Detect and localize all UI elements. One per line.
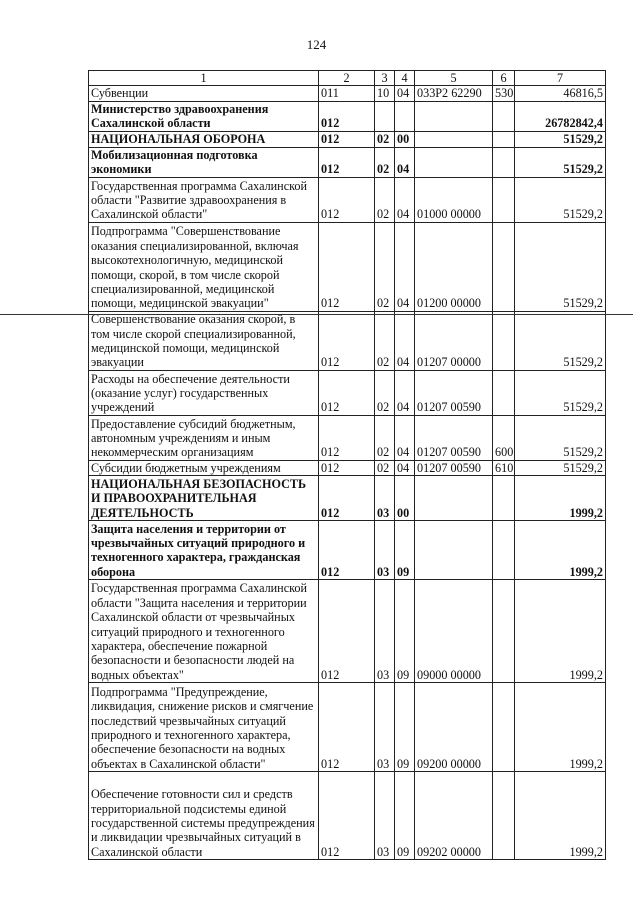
row-name-cell: Расходы на обеспечение деятельности (оказание услуг) государственных учреждений bbox=[89, 370, 319, 415]
ved-code-cell: 012 bbox=[319, 521, 375, 580]
ved-code-cell: 012 bbox=[319, 370, 375, 415]
table-row bbox=[89, 101, 606, 131]
expense-type-cell bbox=[493, 370, 515, 415]
ved-code-cell: 012 bbox=[319, 177, 375, 222]
expense-type-cell: 600 bbox=[493, 415, 515, 460]
table-row bbox=[89, 772, 606, 860]
header-cell: 1 bbox=[89, 71, 319, 86]
target-article-cell bbox=[415, 476, 493, 521]
section-code-cell: 02 bbox=[375, 370, 395, 415]
target-article-cell: 01207 00000 bbox=[415, 311, 493, 370]
row-name-cell: НАЦИОНАЛЬНАЯ ОБОРОНА bbox=[89, 131, 319, 147]
header-cell: 3 bbox=[375, 71, 395, 86]
row-name-cell: Совершенствование оказания скорой, в том числе скорой специализированной, медицинской помощи, медицинской эвакуации bbox=[89, 311, 319, 370]
ved-code-cell: 012 bbox=[319, 131, 375, 147]
section-code-cell: 02 bbox=[375, 147, 395, 177]
amount-cell: 46816,5 bbox=[515, 86, 606, 101]
expense-type-cell bbox=[493, 311, 515, 370]
expense-type-cell bbox=[493, 772, 515, 860]
target-article-cell: 01207 00590 bbox=[415, 460, 493, 475]
target-article-cell bbox=[415, 521, 493, 580]
ved-code-cell: 012 bbox=[319, 476, 375, 521]
section-code-cell: 02 bbox=[375, 311, 395, 370]
row-name-cell: НАЦИОНАЛЬНАЯ БЕЗОПАСНОСТЬ И ПРАВООХРАНИТЕЛЬНАЯ ДЕЯТЕЛЬНОСТЬ bbox=[89, 476, 319, 521]
header-cell: 4 bbox=[395, 71, 415, 86]
expense-type-cell bbox=[493, 580, 515, 683]
amount-cell: 51529,2 bbox=[515, 131, 606, 147]
table-row bbox=[89, 147, 606, 177]
ved-code-cell: 011 bbox=[319, 86, 375, 101]
row-name-cell: Государственная программа Сахалинской области "Развитие здравоохранения в Сахалинской области" bbox=[89, 177, 319, 222]
expense-type-cell bbox=[493, 222, 515, 311]
expense-type-cell bbox=[493, 177, 515, 222]
header-cell: 6 bbox=[493, 71, 515, 86]
expense-type-cell bbox=[493, 476, 515, 521]
target-article-cell: 01000 00000 bbox=[415, 177, 493, 222]
target-article-cell bbox=[415, 131, 493, 147]
row-name-cell: Государственная программа Сахалинской области "Защита населения и территории Сахалинской области от чрезвычайных ситуаций природного и техногенного характера, обеспечение пожарной безопасности и безопасности людей на водных объектах" bbox=[89, 580, 319, 683]
ved-code-cell: 012 bbox=[319, 147, 375, 177]
subsection-code-cell bbox=[395, 101, 415, 131]
row-name-cell: Мобилизационная подготовка экономики bbox=[89, 147, 319, 177]
subsection-code-cell: 00 bbox=[395, 476, 415, 521]
expense-type-cell bbox=[493, 131, 515, 147]
row-name-cell: Министерство здравоохранения Сахалинской области bbox=[89, 101, 319, 131]
subsection-code-cell: 04 bbox=[395, 147, 415, 177]
row-name-cell: Субвенции bbox=[89, 86, 319, 101]
table-row bbox=[89, 460, 606, 475]
header-cell: 2 bbox=[319, 71, 375, 86]
section-code-cell: 02 bbox=[375, 177, 395, 222]
amount-cell: 1999,2 bbox=[515, 683, 606, 772]
expense-type-cell bbox=[493, 521, 515, 580]
subsection-code-cell: 04 bbox=[395, 370, 415, 415]
amount-cell: 51529,2 bbox=[515, 311, 606, 370]
scan-line-artifact bbox=[0, 314, 633, 315]
amount-cell: 51529,2 bbox=[515, 460, 606, 475]
expense-type-cell bbox=[493, 147, 515, 177]
subsection-code-cell: 09 bbox=[395, 580, 415, 683]
amount-cell: 1999,2 bbox=[515, 772, 606, 860]
section-code-cell: 02 bbox=[375, 222, 395, 311]
subsection-code-cell: 04 bbox=[395, 86, 415, 101]
row-name-cell: Защита населения и территории от чрезвычайных ситуаций природного и техногенного характера, гражданская оборона bbox=[89, 521, 319, 580]
table-row bbox=[89, 580, 606, 683]
row-name-cell: Предоставление субсидий бюджетным, автономным учреждениям и иным некоммерческим организациям bbox=[89, 415, 319, 460]
table-row bbox=[89, 311, 606, 370]
expense-type-cell: 530 bbox=[493, 86, 515, 101]
amount-cell: 26782842,4 bbox=[515, 101, 606, 131]
section-code-cell: 10 bbox=[375, 86, 395, 101]
section-code-cell: 02 bbox=[375, 131, 395, 147]
header-row bbox=[89, 71, 606, 86]
table-row bbox=[89, 222, 606, 311]
budget-table bbox=[88, 70, 606, 860]
subsection-code-cell: 04 bbox=[395, 460, 415, 475]
subsection-code-cell: 00 bbox=[395, 131, 415, 147]
expense-type-cell: 610 bbox=[493, 460, 515, 475]
ved-code-cell: 012 bbox=[319, 580, 375, 683]
amount-cell: 51529,2 bbox=[515, 222, 606, 311]
ved-code-cell: 012 bbox=[319, 222, 375, 311]
subsection-code-cell: 04 bbox=[395, 415, 415, 460]
target-article-cell: 01200 00000 bbox=[415, 222, 493, 311]
target-article-cell bbox=[415, 101, 493, 131]
amount-cell: 1999,2 bbox=[515, 521, 606, 580]
amount-cell: 1999,2 bbox=[515, 476, 606, 521]
ved-code-cell: 012 bbox=[319, 415, 375, 460]
amount-cell: 51529,2 bbox=[515, 370, 606, 415]
row-name-cell: Подпрограмма "Предупреждение, ликвидация, снижение рисков и смягчение последствий чрезвычайных ситуаций природного и техногенного характера, обеспечение безопасности на водных объектах в Сахалинской области" bbox=[89, 683, 319, 772]
table-row bbox=[89, 86, 606, 101]
section-code-cell bbox=[375, 101, 395, 131]
target-article-cell: 033P2 62290 bbox=[415, 86, 493, 101]
table-row bbox=[89, 521, 606, 580]
target-article-cell: 09000 00000 bbox=[415, 580, 493, 683]
row-name-cell: Подпрограмма "Совершенствование оказания специализированной, включая высокотехнологичную, медицинской помощи, скорой, в том числе скорой специализированной, медицинской помощи, медицинской эвакуации" bbox=[89, 222, 319, 311]
row-name-cell: Обеспечение готовности сил и средств территориальной подсистемы единой государственной системы предупреждения и ликвидации чрезвычайных ситуаций в Сахалинской области bbox=[89, 772, 319, 860]
row-name-cell: Субсидии бюджетным учреждениям bbox=[89, 460, 319, 475]
target-article-cell: 01207 00590 bbox=[415, 370, 493, 415]
section-code-cell: 03 bbox=[375, 521, 395, 580]
table-row bbox=[89, 177, 606, 222]
expense-type-cell bbox=[493, 101, 515, 131]
subsection-code-cell: 09 bbox=[395, 521, 415, 580]
section-code-cell: 02 bbox=[375, 415, 395, 460]
ved-code-cell: 012 bbox=[319, 311, 375, 370]
amount-cell: 51529,2 bbox=[515, 177, 606, 222]
header-cell: 7 bbox=[515, 71, 606, 86]
amount-cell: 1999,2 bbox=[515, 580, 606, 683]
header-cell: 5 bbox=[415, 71, 493, 86]
target-article-cell: 09202 00000 bbox=[415, 772, 493, 860]
ved-code-cell: 012 bbox=[319, 683, 375, 772]
section-code-cell: 03 bbox=[375, 476, 395, 521]
amount-cell: 51529,2 bbox=[515, 147, 606, 177]
amount-cell: 51529,2 bbox=[515, 415, 606, 460]
section-code-cell: 03 bbox=[375, 772, 395, 860]
subsection-code-cell: 09 bbox=[395, 772, 415, 860]
subsection-code-cell: 04 bbox=[395, 311, 415, 370]
ved-code-cell: 012 bbox=[319, 101, 375, 131]
section-code-cell: 03 bbox=[375, 683, 395, 772]
target-article-cell bbox=[415, 147, 493, 177]
expense-type-cell bbox=[493, 683, 515, 772]
section-code-cell: 03 bbox=[375, 580, 395, 683]
table-row bbox=[89, 476, 606, 521]
target-article-cell: 09200 00000 bbox=[415, 683, 493, 772]
subsection-code-cell: 04 bbox=[395, 222, 415, 311]
subsection-code-cell: 09 bbox=[395, 683, 415, 772]
section-code-cell: 02 bbox=[375, 460, 395, 475]
subsection-code-cell: 04 bbox=[395, 177, 415, 222]
table-row bbox=[89, 131, 606, 147]
table-row bbox=[89, 370, 606, 415]
table-row bbox=[89, 415, 606, 460]
ved-code-cell: 012 bbox=[319, 460, 375, 475]
table-row bbox=[89, 683, 606, 772]
target-article-cell: 01207 00590 bbox=[415, 415, 493, 460]
ved-code-cell: 012 bbox=[319, 772, 375, 860]
page-number: 124 bbox=[306, 37, 327, 52]
